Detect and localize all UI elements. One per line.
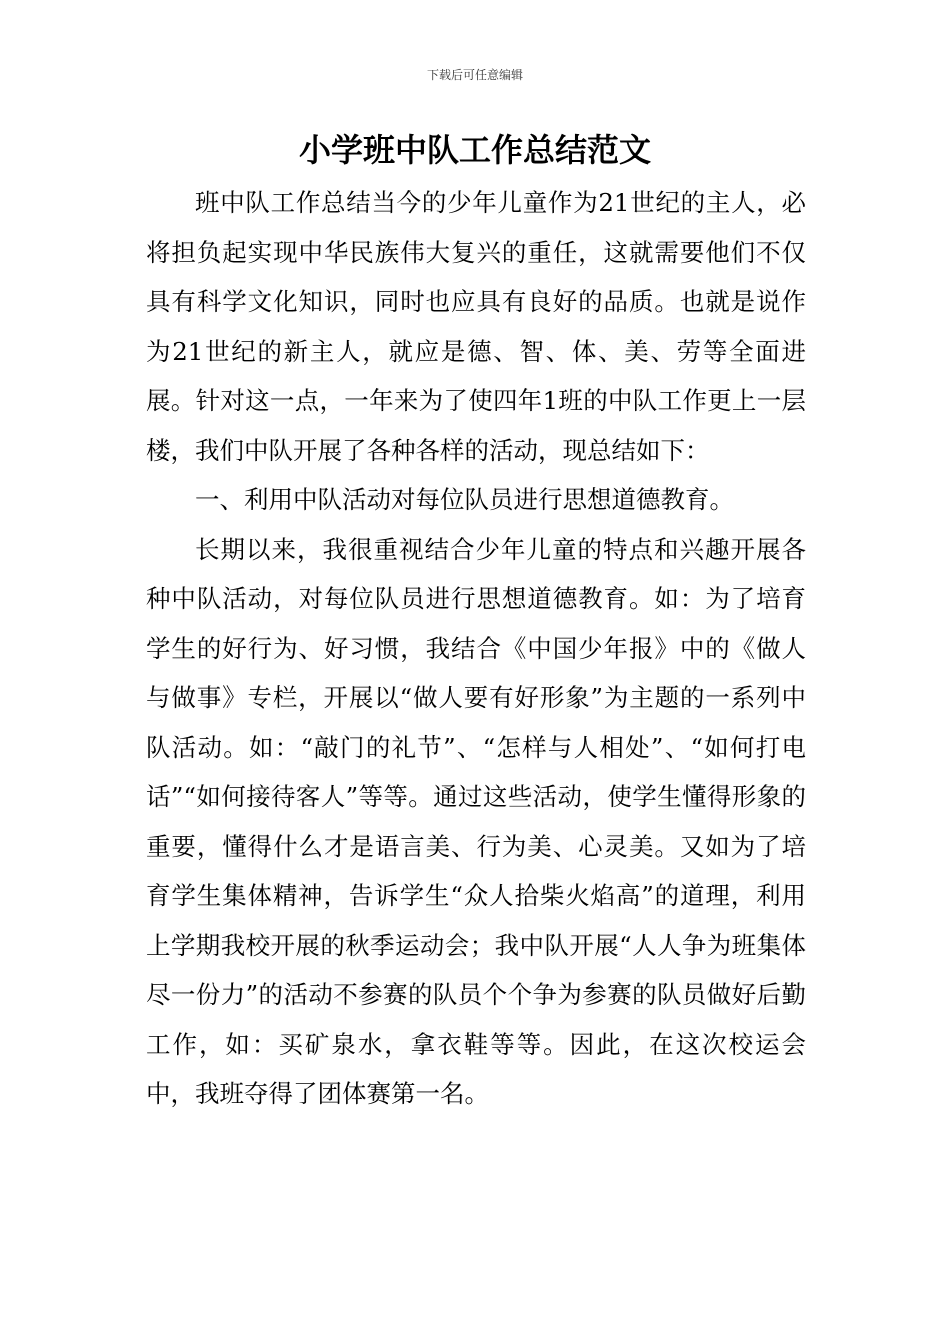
document-title: 小学班中队工作总结范文 — [298, 131, 651, 169]
body-paragraph: 长期以来，我很重视结合少年儿童的特点和兴趣开展各种中队活动，对每位队员进行思想道德教育。如：为了培育学生的好行为、好习惯，我结合《中国少年报》中的《做人与做事》专栏，开展以“做人要有好形象”为主题的一系列中队活动。如：“敲门的礼节”、“怎样与人相处”、“如何打电话”“如何接待客人”等等。通过这些活动，使学生懂得形象的重要，懂得什么才是语言美、行为美、心灵美。又如为了培育学生集体精神，告诉学生“众人拾柴火焰高”的道理，利用上学期我校开展的秋季运动会；我中队开展“人人争为班集体尽一份力”的活动不参赛的队员个个争为参赛的队员做好后勤工作，如：买矿泉水，拿衣鞋等等。因此，在这次校运会中，我班夺得了团体赛第一名。 — [146, 534, 806, 1108]
intro-paragraph: 班中队工作总结当今的少年儿童作为21世纪的主人，必将担负起实现中华民族伟大复兴的重任，这就需要他们不仅具有科学文化知识，同时也应具有良好的品质。也就是说作为21世纪的新主人，就应是德、智、体、美、劳等全面进展。针对这一点，一年来为了使四年1班的中队工作更上一层楼，我们中队开展了各种各样的活动，现总结如下： — [146, 188, 806, 465]
section-heading-1: 一、利用中队活动对每位队员进行思想道德教育。 — [195, 485, 734, 514]
document-body — [146, 178, 806, 1119]
header-note: 下载后可任意编辑 — [426, 68, 523, 82]
